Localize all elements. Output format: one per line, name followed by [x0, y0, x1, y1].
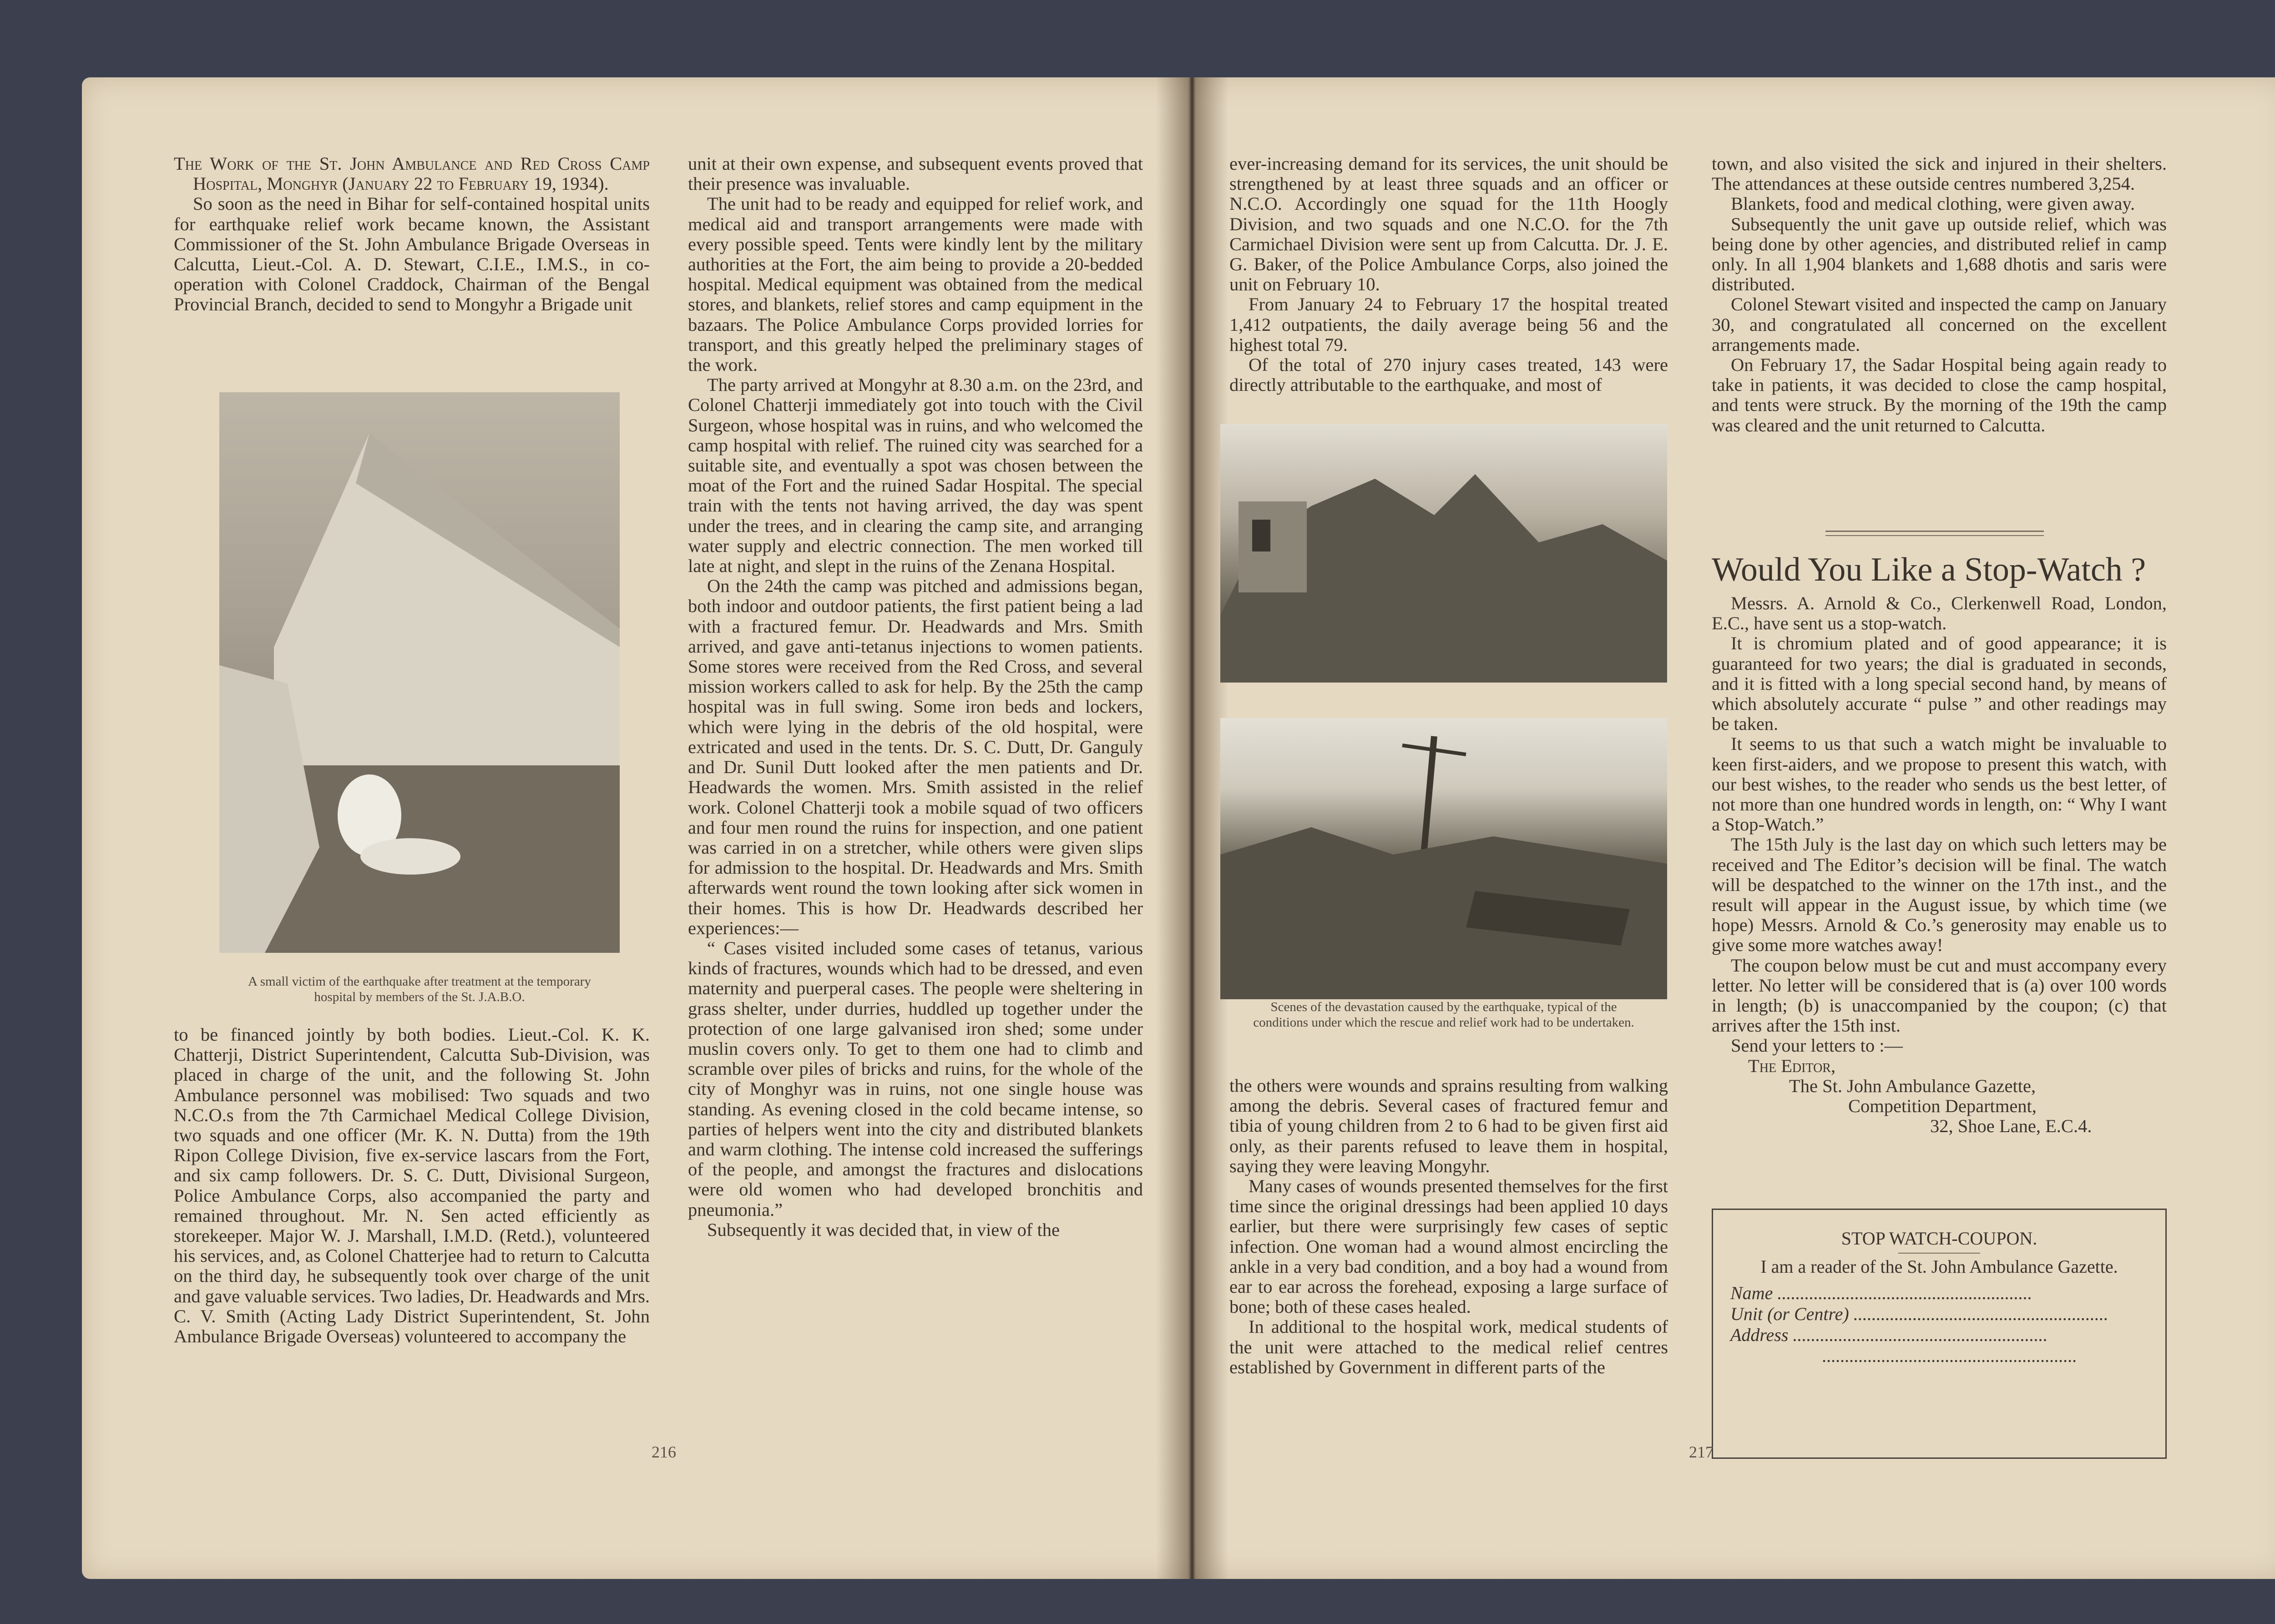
paragraph: From January 24 to February 17 the hospital treated 1,412 outpatients, the daily average being 56 and the highest total 79.: [1229, 294, 1668, 355]
paragraph: In additional to the hospital work, medical students of the unit were attached to the medical relief centres established by Government in different parts of the: [1229, 1316, 1668, 1377]
paragraph: Colonel Stewart visited and inspected the camp on January 30, and congratulated all concerned on the excellent arrangements made.: [1712, 294, 2167, 355]
address-department: Competition Department,: [1848, 1096, 2037, 1117]
paragraph: The unit had to be ready and equipped for relief work, and medical aid and transport arrangements were made with every possible speed. Tents were kindly lent by the military authorities at the Fort, the aim being to provide a 20-bedded hospital. Medical equipment was obtained from the medical stores, and blankets, relief stores and camp equipment in the bazaars. The Police Ambulance Corps provided lorries for transport, and this greatly helped the preliminary stages of the work.: [688, 193, 1143, 375]
stopwatch-article: [1712, 593, 2167, 1136]
coupon-address-field[interactable]: Address ........................................................: [1730, 1325, 2048, 1345]
left-column-top: [174, 154, 650, 315]
stopwatch-coupon: [1712, 1209, 2167, 1459]
paragraph: On the 24th the camp was pitched and admissions began, both indoor and outdoor patients, the first patient being a lad with a fractured femur. Dr. Headwards and Mrs. Smith arrived, and gave anti-tetanus injections to women patients. Some stores were received from the Red Cross, and several mission workers called to ask for help. By the 25th the camp hospital was in full swing. Some iron beds and lockers, which were lying in the debris of the old hospital, were extricated and used in the tents. Dr. S. C. Dutt, Dr. Ganguly and Dr. Sunil Dutt looked after the men patients and Dr. Headwards the women. Mrs. Smith assisted in the relief work. Colonel Chatterji took a mobile squad of two officers and four men round the ruins for inspection, and one patient was carried in on a stretcher, while others were given slips for admission to the hospital. Dr. Headwards and Mrs. Smith afterwards went round the town looking after sick women in their homes. This is how Dr. Headwards described her experiences:—: [688, 576, 1143, 938]
right-column-bottom: [1229, 1076, 1668, 1377]
divider-rule: [1825, 531, 2044, 532]
paragraph: It seems to us that such a watch might be invaluable to keen first-aiders, and we propose to present this watch, with our best wishes, to the reader who sends us the best letter, of not more than one hundred words in length, on: “ Why I want a Stop-Watch.”: [1712, 734, 2167, 835]
paragraph: Subsequently it was decided that, in view of the: [707, 1219, 1060, 1240]
paragraph: “ Cases visited included some cases of tetanus, various kinds of fractures, wounds which had to be dressed, and even maternity and puerperal cases. The people were sheltering in grass shelter, under durries, huddled up together under the protection of one large galvanised iron shed; some under muslin covers only. To get to them one had to climb and scramble over piles of bricks and ruins, for the whole of the city of Monghyr was in ruins, not one single house was standing. As evening closed in the cold became intense, so parties of helpers went into the city and distributed blankets and warm clothing. The intense cold increased the sufferings of the people, and amongst the fractures and dislocations were old women who had developed bronchitis and pneumonia.”: [688, 937, 1143, 1220]
coupon-divider: [1898, 1253, 1980, 1254]
article-title: Would You Like a Stop-Watch ?: [1712, 551, 2146, 588]
address-street: 32, Shoe Lane, E.C.4.: [1930, 1116, 2092, 1137]
book-gutter: [1156, 77, 1228, 1579]
paragraph: unit at their own expense, and subsequent events proved that their presence was invaluable.: [688, 153, 1143, 194]
paragraph: Subsequently the unit gave up outside relief, which was being done by other agencies, and distributed relief in camp only. In all 1,904 blankets and 1,688 dhotis and saris were distributed.: [1712, 213, 2167, 295]
paragraph: ever-increasing demand for its services, the unit should be strengthened by at least three squads and an officer or N.C.O. Accordingly one squad for the 11th Hoogly Division, and two squads and one N.C.O. for the 7th Carmichael Division were sent up from Calcutta. Dr. J. E. G. Baker, of the Police Ambulance Corps, also joined the unit on February 10.: [1229, 153, 1668, 295]
coupon-address-extra-line[interactable]: ........................................................: [1822, 1346, 2077, 1366]
right-column-top: [1229, 154, 1668, 395]
address-gazette: The St. John Ambulance Gazette,: [1789, 1075, 2036, 1096]
street-illustration: [1220, 718, 1667, 999]
photo-child-victim: [219, 392, 620, 953]
ruins-illustration: [1220, 424, 1667, 683]
paragraph: So soon as the need in Bihar for self-contained hospital units for earthquake relief work became known, the Assistant Commissioner of the St. John Ambulance Brigade Overseas in Calcutta, Lieut.-Col. A. D. Stewart, C.I.E., I.M.S., in co-operation with Colonel Craddock, Chairman of the Bengal Provincial Branch, decided to send to Mongyhr a Brigade unit: [174, 193, 650, 315]
paragraph: Of the total of 270 injury cases treated, 143 were directly attributable to the earthquake, and most of: [1229, 354, 1668, 395]
paragraph: On February 17, the Sadar Hospital being again ready to take in patients, it was decided to close the camp hospital, and tents were struck. By the morning of the 19th the camp was cleared and the unit returned to Calcutta.: [1712, 354, 2167, 435]
paragraph: to be financed jointly by both bodies. Lieut.-Col. K. K. Chatterji, District Superintendent, Calcutta Sub-Division, was placed in charge of the unit, and the following St. John Ambulance personnel was mobilised: Two squads and two N.C.O.s from the 7th Carmichael Medical College Division, two squads and one officer (Mr. K. N. Dutta) from the 19th Ripon College Division, five ex-service lascars from the Fort, and six camp followers. Dr. S. C. Dutt, Divisional Surgeon, Police Ambulance Corps, also accompanied the party and remained throughout. Mr. N. Sen acted efficiently as storekeeper. Major W. J. Marshall, I.M.D. (Retd.), volunteered his services, and, as Colonel Chatterjee had to return to Calcutta on the third day, he subsequently took over charge of the unit and gave valuable services. Two ladies, Dr. Headwards and Mrs. C. V. Smith (Acting Lady District Superintendent, St. John Ambulance Brigade Overseas) volunteered to accompany the: [174, 1024, 650, 1347]
paragraph: Messrs. A. Arnold & Co., Clerkenwell Road, London, E.C., have sent us a stop-watch.: [1712, 593, 2167, 634]
paragraph: The 15th July is the last day on which such letters may be received and The Editor’s decision will be final. The watch will be despatched to the winner on the 17th inst., and the result will appear in the August issue, by which time (we hope) Messrs. Arnold & Co.’s generosity may enable us to give some more watches away!: [1712, 834, 2167, 956]
photo-ruins-building: [1220, 424, 1667, 683]
right-column-4-top: [1712, 154, 2167, 435]
page-number: 216: [652, 1443, 676, 1461]
paragraph: Many cases of wounds presented themselves for the first time since the original dressings had been applied 10 days earlier, but there were surprisingly few cases of septic infection. One woman had a wound almost encircling the ankle in a very bad condition, and a boy had a wound from ear to ear across the forehead, exposing a large surface of bone; both of these cases healed.: [1229, 1176, 1668, 1317]
photo-caption: A small victim of the earthquake after treatment at the temporary hospital by members of the St. J.A.B.O.: [248, 974, 591, 1004]
paragraph: The coupon below must be cut and must accompany every letter. No letter will be considered that is (a) over 100 words in length; (b) is unaccompanied by the coupon; (c) that arrives after the 15th inst.: [1712, 955, 2167, 1036]
photo-devastation-street: [1220, 718, 1667, 999]
paragraph: The party arrived at Mongyhr at 8.30 a.m. on the 23rd, and Colonel Chatterji immediately got into touch with the Civil Surgeon, whose hospital was in ruins, and who welcomed the camp hospital with relief. The ruined city was searched for a suitable site, and eventually a spot was chosen between the moat of the Fort and the ruined Sadar Hospital. The special train with the tents not having arrived, the day was spent under the trees, and in clearing the camp site, and arranging water supply and electric connection. The men worked till late at night, and slept in the ruins of the Zenana Hospital.: [688, 374, 1143, 577]
address-editor: The Editor,: [1748, 1055, 1836, 1076]
paragraph: It is chromium plated and of good appearance; it is guaranteed for two years; the dial is graduated in seconds, and it is fitted with a long special second hand, by means of which absolutely accurate “ pulse ” and other readings may be taken.: [1712, 633, 2167, 734]
divider-rule: [1825, 535, 2044, 536]
coupon-name-field[interactable]: Name ........................................................: [1730, 1283, 2032, 1303]
paragraph: the others were wounds and sprains resulting from walking among the debris. Several cases of fractured femur and tibia of young children from 2 to 6 had to be given first aid only, as their parents refused to leave them in hospital, saying they were leaving Mongyhr.: [1229, 1075, 1668, 1176]
paragraph: Blankets, food and medical clothing, were given away.: [1731, 193, 2135, 214]
photos-caption: Scenes of the devastation caused by the earthquake, typical of the conditions under which the rescue and relief work had to be undertaken.: [1253, 1000, 1634, 1030]
left-column-bottom: [174, 1025, 650, 1346]
coupon-unit-field[interactable]: Unit (or Centre) ........................................................: [1730, 1304, 2108, 1324]
article-heading: The Work of the St. John Ambulance and Red Cross Camp Hospital, Monghyr (January 22 to February 19, 1934).: [174, 153, 650, 194]
coupon-title: STOP WATCH-COUPON.: [1841, 1228, 2037, 1249]
send-letters-line: Send your letters to :—: [1731, 1035, 1903, 1056]
coupon-text: I am a reader of the St. John Ambulance Gazette.: [1760, 1256, 2118, 1277]
page-number: 217: [1689, 1443, 1714, 1461]
tent-photo-illustration: [219, 392, 620, 953]
left-column-2: [688, 154, 1143, 1240]
paragraph: town, and also visited the sick and injured in their shelters. The attendances at these outside centres numbered 3,254.: [1712, 153, 2167, 194]
